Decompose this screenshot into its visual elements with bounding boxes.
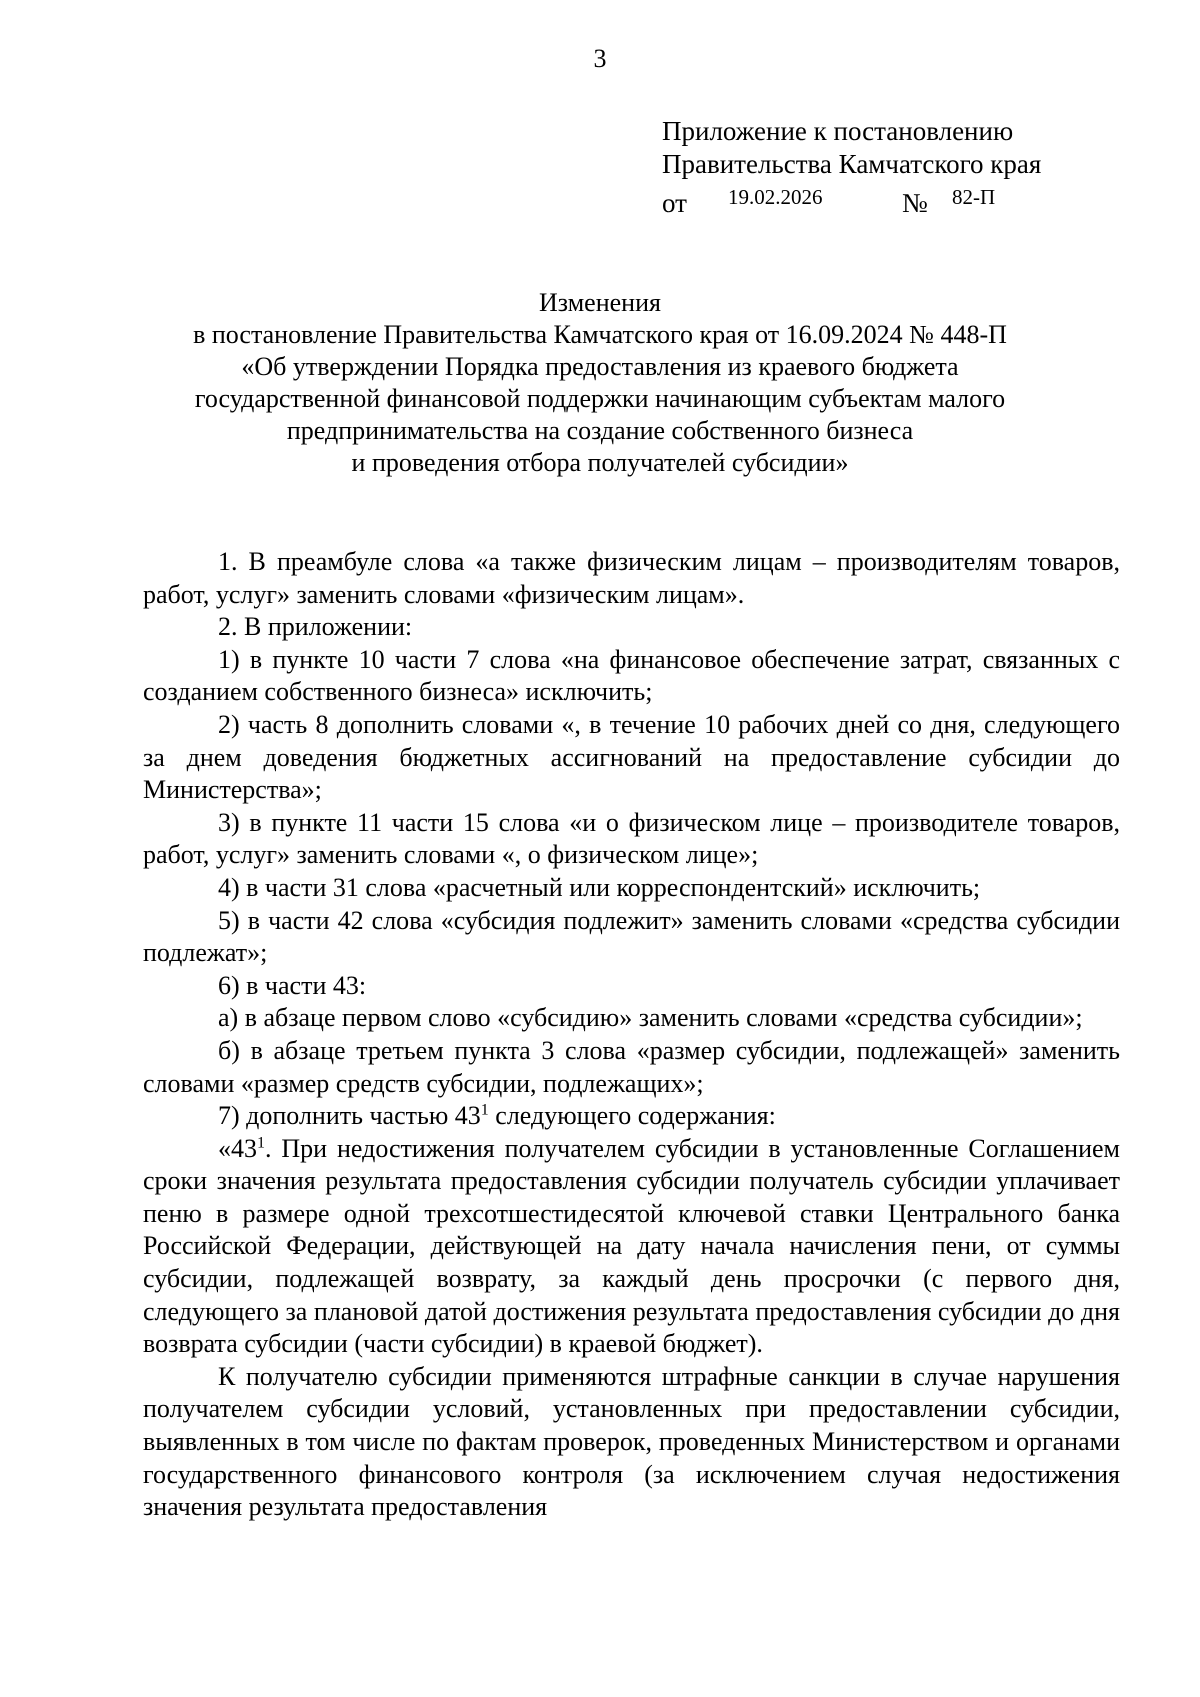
paragraph-9: а) в абзаце первом слово «субсидию» заменить словами «средства субсидии»;: [218, 1003, 1083, 1033]
paragraph-12-open: «43: [218, 1133, 257, 1163]
paragraph-13: К получателю субсидии применяются штрафные санкции в случае нарушения получателем субсидии условий, установленных при предоставлении субсидии, выявленных в том числе по фактам проверок, проведенных Министерством и органами государственного финансового контроля (за исключением случая недостижения значения результата предоставления: [143, 1361, 1120, 1522]
paragraph-6: 4) в части 31 слова «расчетный или корреспондентский» исключить;: [218, 872, 981, 902]
paragraph-11: [143, 1100, 1120, 1133]
title-line-5: предпринимательства на создание собственного бизнеса: [286, 416, 914, 445]
paragraph-12: [143, 1133, 1120, 1361]
title-line-1: Изменения: [539, 288, 661, 317]
paragraph-12-superscript: 1: [257, 1134, 265, 1152]
resolution-date: 19.02.2026: [728, 185, 823, 209]
paragraph-7: 5) в части 42 слова «субсидия подлежит» заменить словами «средства субсидии подлежат»;: [143, 905, 1120, 968]
appendix-line-1: Приложение к постановлению: [662, 116, 1014, 146]
document-title: [0, 287, 1200, 479]
paragraph-10: б) в абзаце третьем пункта 3 слова «размер субсидии, подлежащей» заменить словами «размер средств субсидии, подлежащих»;: [143, 1035, 1120, 1098]
paragraph-8: 6) в части 43:: [218, 970, 367, 1000]
document-body: [143, 546, 1120, 1524]
number-sign: №: [902, 188, 928, 218]
title-line-4: государственной финансовой поддержки начинающим субъектам малого: [194, 384, 1006, 413]
paragraph-12-text: . При недостижения получателем субсидии в установленные Соглашением сроки значения результата предоставления субсидии получатель субсидии уплачивает пеню в размере одной трехсотшестидесятой ключевой ставки Центрального банка Российской Федерации, действующей на дату начала начисления пени, от суммы субсидии, подлежащей возврату, за каждый день просрочки (с первого дня, следующего за плановой датой достижения результата предоставления субсидии до дня возврата субсидии (части субсидии) в краевой бюджет).: [143, 1133, 1120, 1359]
page-number: 3: [593, 44, 607, 73]
appendix-header: [662, 115, 1041, 221]
paragraph-4: 2) часть 8 дополнить словами «, в течение 10 рабочих дней со дня, следующего за днем доведения бюджетных ассигнований на предоставление субсидии до Министерства»;: [143, 709, 1120, 805]
title-line-6: и проведения отбора получателей субсидии»: [351, 448, 849, 477]
date-prefix: от: [662, 188, 687, 218]
paragraph-1: 1. В преамбуле слова «а также физическим лицам – производителям товаров, работ, услуг» заменить словами «физическим лицам».: [143, 547, 1120, 609]
title-line-2: в постановление Правительства Камчатского края от 16.09.2024 № 448-П: [193, 320, 1007, 349]
paragraph-3: 1) в пункте 10 части 7 слова «на финансовое обеспечение затрат, связанных с созданием собственного бизнеса» исключить;: [143, 644, 1120, 707]
appendix-line-2: Правительства Камчатского края: [662, 149, 1042, 179]
paragraph-5: 3) в пункте 11 части 15 слова «и о физическом лице – производителе товаров, работ, услуг» заменить словами «, о физическом лице»;: [143, 807, 1120, 870]
paragraph-11-text-b: следующего содержания:: [488, 1101, 776, 1131]
paragraph-11-superscript: 1: [480, 1101, 489, 1119]
paragraph-2: 2. В приложении:: [218, 612, 413, 642]
paragraph-11-text-a: 7) дополнить частью 43: [218, 1101, 481, 1131]
title-line-3: «Об утверждении Порядка предоставления из краевого бюджета: [241, 352, 959, 381]
resolution-number: 82-П: [952, 185, 996, 209]
resolution-date-number: [662, 181, 1041, 221]
